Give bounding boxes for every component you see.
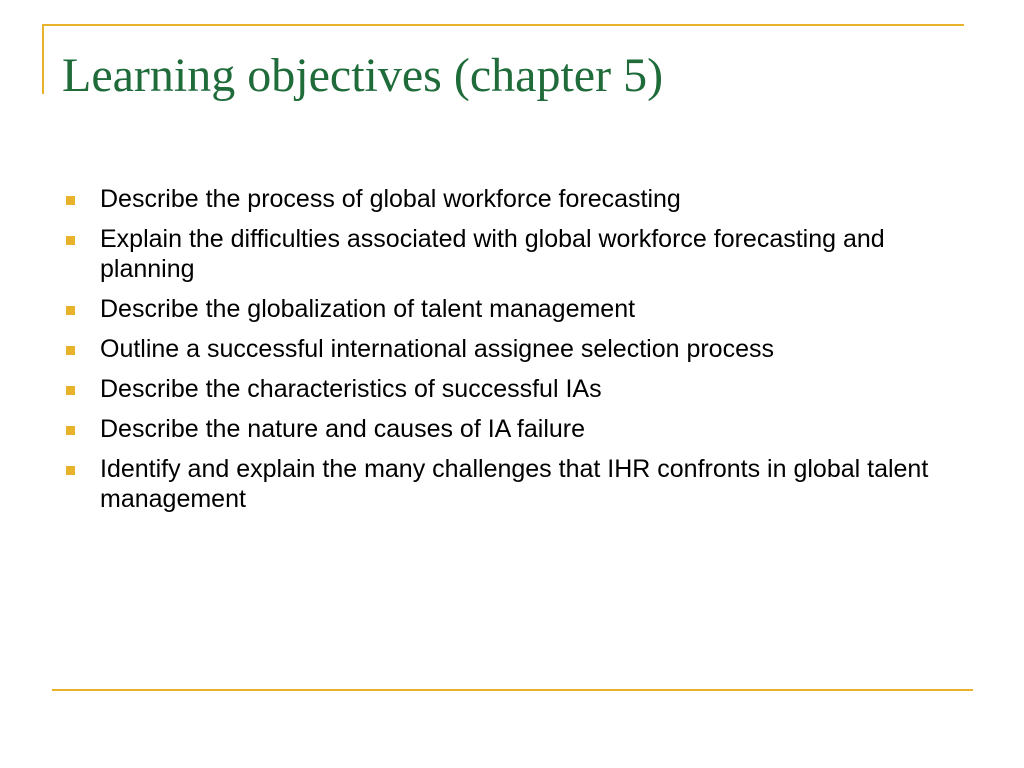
list-item <box>62 184 942 214</box>
list-item-text: Describe the nature and causes of IA failure <box>100 415 586 443</box>
list-item-text: Describe the characteristics of successful IAs <box>100 375 602 403</box>
square-bullet-icon <box>66 346 75 355</box>
square-bullet-icon <box>66 236 75 245</box>
objectives-list <box>62 184 942 524</box>
list-item-text: Identify and explain the many challenges that IHR confronts in global talent management <box>100 455 929 513</box>
title-frame-top-rule <box>42 24 964 26</box>
square-bullet-icon <box>66 386 75 395</box>
list-item <box>62 374 942 404</box>
list-item <box>62 334 942 364</box>
list-item <box>62 294 942 324</box>
list-item <box>62 454 942 514</box>
square-bullet-icon <box>66 306 75 315</box>
list-item-text: Outline a successful international assignee selection process <box>100 335 774 363</box>
slide-title: Learning objectives (chapter 5) <box>62 49 664 102</box>
list-item <box>62 414 942 444</box>
list-item-text: Explain the difficulties associated with global workforce forecasting and planning <box>100 225 885 283</box>
title-frame-left-rule <box>42 24 44 94</box>
square-bullet-icon <box>66 466 75 475</box>
list-item-text: Describe the process of global workforce forecasting <box>100 185 681 213</box>
square-bullet-icon <box>66 426 75 435</box>
footer-rule <box>52 689 973 691</box>
square-bullet-icon <box>66 196 75 205</box>
list-item <box>62 224 942 284</box>
list-item-text: Describe the globalization of talent management <box>100 295 636 323</box>
